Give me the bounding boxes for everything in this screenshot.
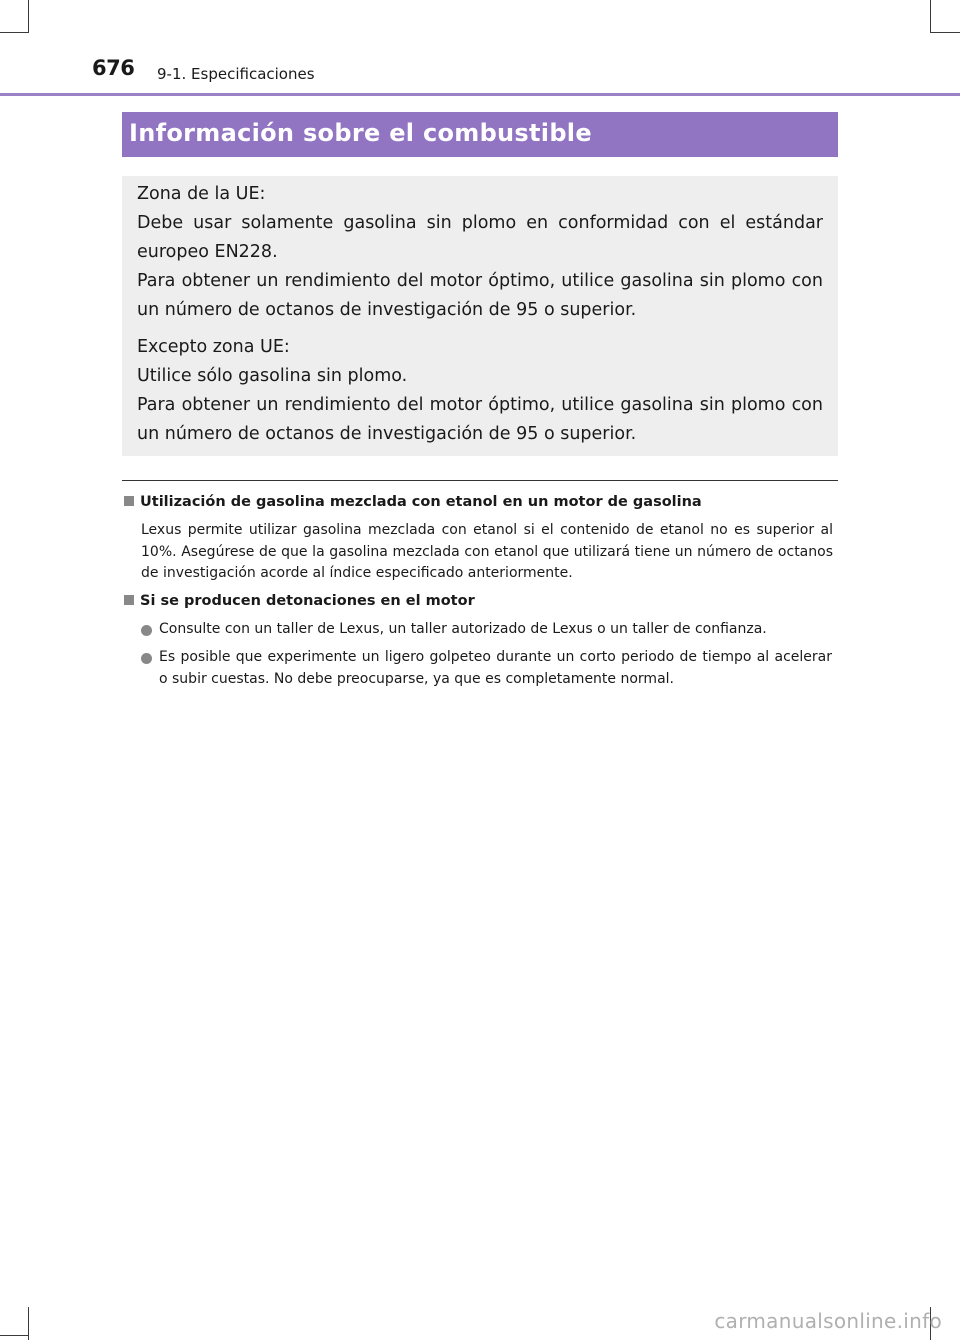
circle-bullet-icon xyxy=(141,653,152,664)
header-rule xyxy=(0,93,960,96)
crop-mark-top-left-vertical xyxy=(28,0,29,32)
fuel-info-box xyxy=(122,176,838,456)
non-eu-label: Excepto zona UE: xyxy=(137,337,290,357)
non-eu-unleaded-text: Utilice sólo gasolina sin plomo. xyxy=(137,366,408,386)
eu-zone-paragraph xyxy=(137,180,823,449)
section-divider xyxy=(122,480,838,481)
ethanol-body: Lexus permite utilizar gasolina mezclada con etanol si el contenido de etanol no es superior al 10%. Asegúrese de que la gasolina mezclada con etanol que utilizará tiene un número de octanos de investigación acorde al índice especificado anteriormente. xyxy=(141,522,833,581)
bullet-text: Consulte con un taller de Lexus, un taller autorizado de Lexus o un taller de confianza. xyxy=(159,621,767,637)
paragraph-spacer xyxy=(137,325,823,333)
non-eu-octane-text: Para obtener un rendimiento del motor óptimo, utilice gasolina sin plomo con un número de octanos de investigación de 95 o superior. xyxy=(137,395,823,444)
knocking-heading xyxy=(124,593,475,609)
square-bullet-icon xyxy=(124,496,134,506)
knocking-heading-text: Si se producen detonaciones en el motor xyxy=(140,593,475,609)
eu-zone-label: Zona de la UE: xyxy=(137,184,266,204)
bullet-text: Es posible que experimente un ligero golpeteo durante un corto periodo de tiempo al acelerar o subir cuestas. No debe preocuparse, ya que es completamente normal. xyxy=(159,649,832,687)
banner-title: Información sobre el combustible xyxy=(129,119,592,147)
section-title: 9-1. Especificaciones xyxy=(157,65,315,83)
crop-mark-top-right-vertical xyxy=(930,0,931,32)
eu-zone-octane-text: Para obtener un rendimiento del motor óptimo, utilice gasolina sin plomo con un número de octanos de investigación de 95 o superior. xyxy=(137,271,823,320)
crop-mark-top-left-horizontal xyxy=(0,32,29,33)
section-banner xyxy=(122,112,838,157)
footer-watermark: carmanualsonline.info xyxy=(714,1309,942,1333)
eu-zone-standard-text: Debe usar solamente gasolina sin plomo en conformidad con el estándar europeo EN228. xyxy=(137,213,823,262)
crop-mark-bottom-left-horizontal xyxy=(0,1335,29,1336)
page-number: 676 xyxy=(92,56,135,80)
square-bullet-icon xyxy=(124,595,134,605)
ethanol-heading xyxy=(124,494,702,510)
ethanol-heading-text: Utilización de gasolina mezclada con etanol en un motor de gasolina xyxy=(140,494,702,510)
crop-mark-top-right-horizontal xyxy=(930,32,960,33)
circle-bullet-icon xyxy=(141,625,152,636)
